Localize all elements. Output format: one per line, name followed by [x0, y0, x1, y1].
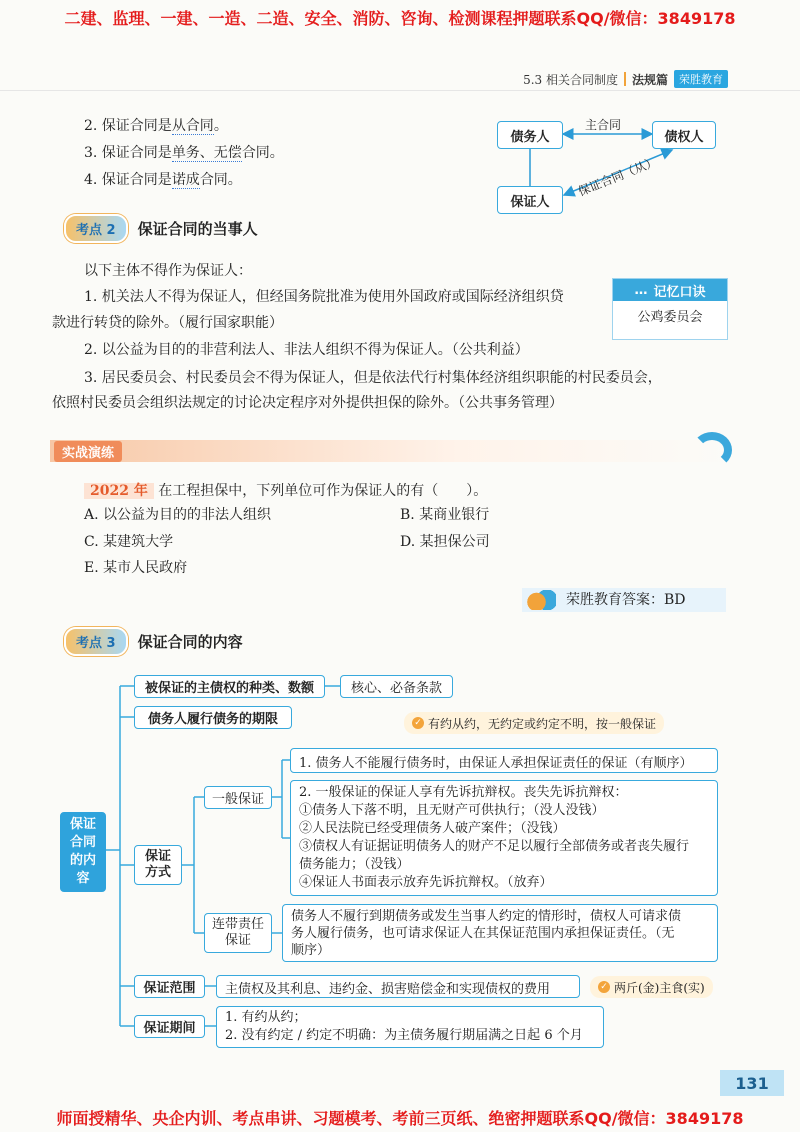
check-icon: ✓ — [598, 981, 610, 993]
option-e: E. 某市人民政府 — [84, 560, 188, 576]
memory-tip-body: 公鸡委员会 — [637, 310, 703, 325]
question-year: 2022 年 — [84, 483, 154, 499]
term-tag: ✓ 有约从约，无约定或约定不明，按一般保证 — [404, 712, 664, 734]
section-heading-2 — [64, 214, 258, 243]
guarantor-node: 保证人 — [497, 186, 563, 214]
chat-bubble-icon: … — [634, 282, 648, 298]
period-node: 保证期间 — [134, 1015, 205, 1038]
section-title: 5.3 相关合同制度 — [523, 72, 618, 87]
method-node: 保证方式 — [134, 845, 182, 885]
guarantee-contract-label: 保证合同（从） — [576, 154, 660, 199]
scope-text: 主债权及其利息、违约金、损害赔偿金和实现债权的费用 — [216, 975, 580, 998]
debtor-node: 债务人 — [497, 121, 563, 149]
question-stem — [84, 481, 487, 501]
memory-tip-title: … 记忆口诀 — [613, 279, 727, 301]
joint-guarantee-text: 债务人不履行到期债务或发生当事人约定的情形时，债权人可请求债 务人履行债务，也可请求保证人在其保证范围内承担保证责任。（无 顺序） — [282, 904, 718, 962]
option-b: B. 某商业银行 — [400, 507, 490, 523]
brand-logo: 荣胜教育 — [674, 70, 728, 88]
list-item: 2. 保证合同是从合同。 — [84, 118, 228, 134]
main-claim-node: 被保证的主债权的种类、数额 — [134, 675, 325, 698]
option-a: A. 以公益为目的的非法人组织 — [84, 507, 272, 523]
kaodian-badge: 考点 2 — [64, 214, 128, 243]
general-point-1: 1. 债务人不能履行债务时，由保证人承担保证责任的保证（有顺序） — [290, 748, 718, 773]
option-c: C. 某建筑大学 — [84, 534, 174, 550]
scope-node: 保证范围 — [134, 975, 205, 998]
main-claim-note: 核心、必备条款 — [340, 675, 453, 698]
rule-1-line-1: 1. 机关法人不得为保证人，但经国务院批准为使用外国政府或国际经济组织贷 — [84, 289, 564, 305]
list-item: 3. 保证合同是单务、无偿合同。 — [84, 145, 284, 161]
mindmap-root: 保证合同的内容 — [60, 812, 106, 892]
rule-1-line-2: 款进行转贷的除外。（履行国家职能） — [52, 315, 283, 331]
creditor-node: 债权人 — [652, 121, 716, 149]
joint-guarantee-node: 连带责任保证 — [204, 913, 272, 953]
kaodian-badge: 考点 3 — [64, 627, 128, 656]
rule-3-line-1: 3. 居民委员会、村民委员会不得为保证人，但是依法代行村集体经济组织职能的村民委员会， — [84, 370, 662, 386]
general-guarantee-node: 一般保证 — [204, 786, 272, 809]
practice-banner — [50, 440, 730, 462]
lead-text: 以下主体不得作为保证人： — [84, 263, 252, 279]
rule-2: 2. 以公益为目的的非营利法人、非法人组织不得为保证人。（公共利益） — [84, 342, 529, 358]
period-text: 1. 有约从约； 2. 没有约定 / 约定不明确：为主债务履行期届满之日起 6 个月 — [216, 1006, 604, 1048]
scope-tag: ✓ 两斤(金)主食(实) — [590, 976, 713, 998]
decor-arc-icon — [692, 432, 732, 468]
top-contact-banner: 二建、监理、一建、一造、二造、安全、消防、咨询、检测课程押题联系QQ/微信：3849178 — [64, 9, 736, 28]
section-title: 保证合同的内容 — [137, 633, 243, 651]
check-icon: ✓ — [412, 717, 424, 729]
cloud-icon — [526, 590, 556, 610]
section-heading-3 — [64, 627, 243, 656]
general-point-2: 2. 一般保证的保证人享有先诉抗辩权。丧失先诉抗辩权： ①债务人下落不明，且无财产可供执行；（没人没钱） ②人民法院已经受理债务人破产案件；（没钱） ③债权人有证据证明债务人的财产不足以履行全部债务或者丧失履行 债务能力；（没钱） ④保证人书面表示放弃先诉抗辩权。（放弃） — [290, 780, 718, 896]
practice-label: 实战演练 — [54, 441, 122, 462]
main-contract-label: 主合同 — [585, 118, 622, 132]
section-title: 保证合同的当事人 — [137, 220, 258, 238]
part-title: 法规篇 — [631, 72, 668, 87]
rule-3-line-2: 依照村民委员会组织法规定的讨论决定程序对外提供担保的除外。（公共事务管理） — [52, 395, 563, 411]
memory-tip-box — [612, 278, 728, 340]
option-d: D. 某担保公司 — [400, 534, 490, 550]
question-text: 在工程担保中，下列单位可作为保证人的有（ ）。 — [158, 483, 488, 499]
list-item: 4. 保证合同是诺成合同。 — [84, 172, 242, 188]
term-node: 债务人履行债务的期限 — [134, 706, 292, 729]
answer-bar — [522, 588, 726, 612]
answer-text: 荣胜教育答案：BD — [566, 592, 686, 608]
bottom-contact-banner: 师面授精华、央企内训、考点串讲、习题模考、考前三页纸、绝密押题联系QQ/微信：3849178 — [56, 1109, 744, 1128]
page-number: 131 — [720, 1070, 784, 1096]
